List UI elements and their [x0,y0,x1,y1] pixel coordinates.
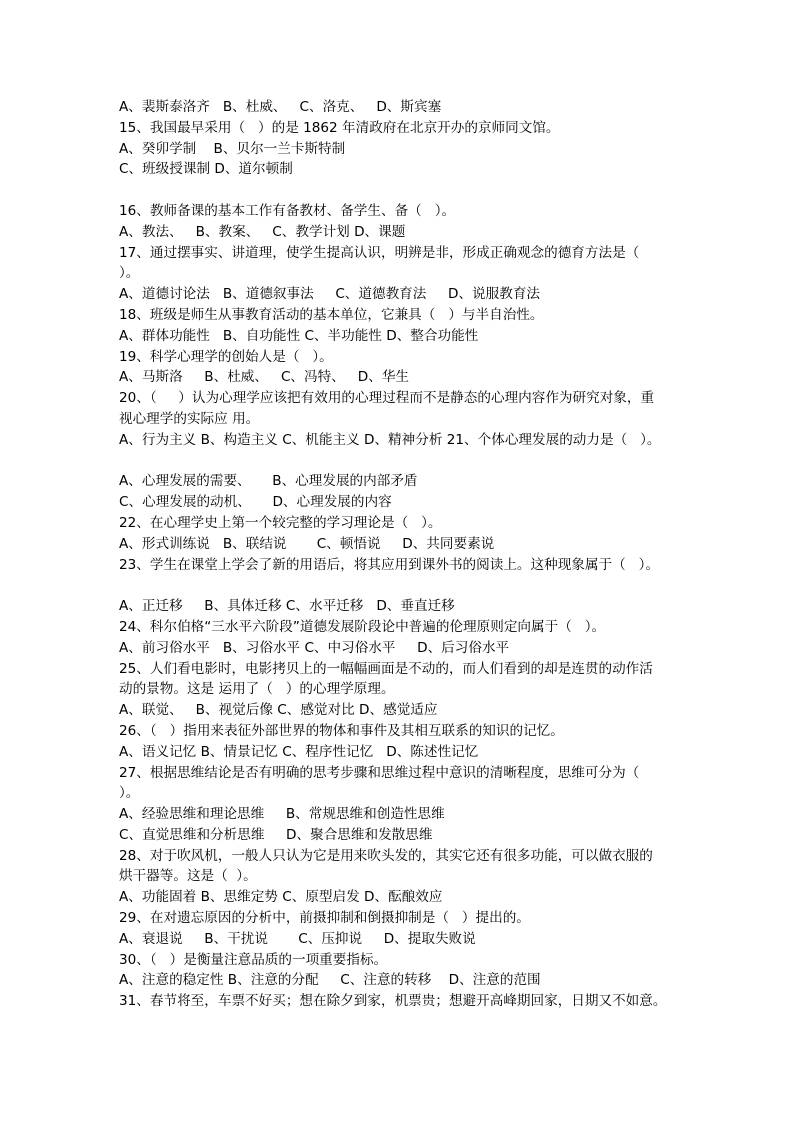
text-line: 24、科尔伯格“三水平六阶段”道德发展阶段论中普遍的伦理原则定向属于（ ）。 [119,618,606,635]
text-line: 29、在对遗忘原因的分析中，前摄抑制和倒摄抑制是（ ）提出的。 [119,910,530,927]
text-line: 15、我国最早采用（ ）的是 1862 年清政府在北京开办的京师同文馆。 [119,119,560,136]
text-line: 17、通过摆事实、讲道理，使学生提高认识，明辨是非，形成正确观念的德育方法是（ [119,244,640,261]
text-line: A、语义记忆 B、情景记忆 C、程序性记忆 D、陈述性记忆 [119,743,479,760]
text-line: 26、（ ）指用来表征外部世界的物体和事件及其相互联系的知识的记忆。 [119,722,564,739]
text-line: A、形式训练说 B、联结说 C、顿悟说 D、共同要素说 [119,535,495,552]
text-line: ）。 [119,265,140,282]
text-line: 视心理学的实际应 用。 [119,410,260,427]
text-line: A、群体功能性 B、自功能性 C、半功能性 D、整合功能性 [119,327,479,344]
text-line: C、心理发展的动机、 D、心理发展的内容 [119,494,392,511]
text-line: A、经验思维和理论思维 B、常规思维和创造性思维 [119,806,445,823]
text-line: 27、根据思维结论是否有明确的思考步骤和思维过程中意识的清晰程度，思维可分为（ [119,764,640,781]
text-line: 20、（ ）认为心理学应该把有效用的心理过程而不是静态的心理内容作为研究对象，重 [119,390,655,407]
blank-line [119,575,689,596]
text-line: 动的景物。这是 运用了（ ）的心理学原理。 [119,681,395,698]
text-line: ）。 [119,785,140,802]
blank-line [119,451,689,472]
text-line: 烘干器等。这是（ ）。 [119,868,257,885]
text-line: 30、（ ）是衡量注意品质的一项重要指标。 [119,951,388,968]
text-line: A、行为主义 B、构造主义 C、机能主义 D、精神分析 21、个体心理发展的动力是（ ）。 [119,431,661,448]
text-line: A、教法、 B、教案、 C、教学计划 D、课题 [119,223,406,240]
document-body [119,97,689,1012]
text-line: A、心理发展的需要、 B、心理发展的内部矛盾 [119,473,418,490]
text-line: 18、班级是师生从事教育活动的基本单位，它兼具（ ）与半自治性。 [119,306,544,323]
text-line: 22、在心理学史上第一个较完整的学习理论是（ ）。 [119,514,442,531]
text-line: 25、人们看电影时，电影拷贝上的一幅幅画面是不动的，而人们看到的却是连贯的动作活 [119,660,653,677]
text-line: 19、科学心理学的创始人是（ ）。 [119,348,333,365]
text-line: A、前习俗水平 B、习俗水平 C、中习俗水平 D、后习俗水平 [119,639,510,656]
text-line: 28、对于吹风机，一般人只认为它是用来吹头发的，其实它还有很多功能，可以做衣服的 [119,847,653,864]
text-line: 23、学生在课堂上学会了新的用语后，将其应用到课外书的阅读上。这种现象属于（ ）。 [119,556,660,573]
blank-line [119,180,689,201]
text-line: A、衰退说 B、干扰说 C、压抑说 D、提取失败说 [119,930,476,947]
text-line: A、裴斯泰洛齐 B、杜威、 C、洛克、 D、斯宾塞 [119,99,442,115]
text-line: A、联觉、 B、视觉后像 C、感觉对比 D、感觉适应 [119,702,438,719]
text-line: A、癸卯学制 B、贝尔一兰卡斯特制 [119,140,346,157]
text-line: C、直觉思维和分析思维 D、聚合思维和发散思维 [119,826,433,843]
text-line: A、马斯洛 B、杜威、 C、冯特、 D、华生 [119,369,410,386]
text-line: 31、春节将至，车票不好买；想在除夕到家，机票贵；想避开高峰期回家，日期又不如意。 [119,993,667,1010]
text-line: A、道德讨论法 B、道德叙事法 C、道德教育法 D、说服教育法 [119,286,541,303]
text-line: C、班级授课制 D、道尔顿制 [119,161,293,178]
text-line: A、功能固着 B、思维定势 C、原型启发 D、酝酿效应 [119,889,443,906]
text-line: A、正迁移 B、具体迁移 C、水平迁移 D、垂直迁移 [119,598,455,615]
text-line: A、注意的稳定性 B、注意的分配 C、注意的转移 D、注意的范围 [119,972,541,989]
text-line: 16、教师备课的基本工作有备教材、备学生、备（ ）。 [119,202,456,219]
